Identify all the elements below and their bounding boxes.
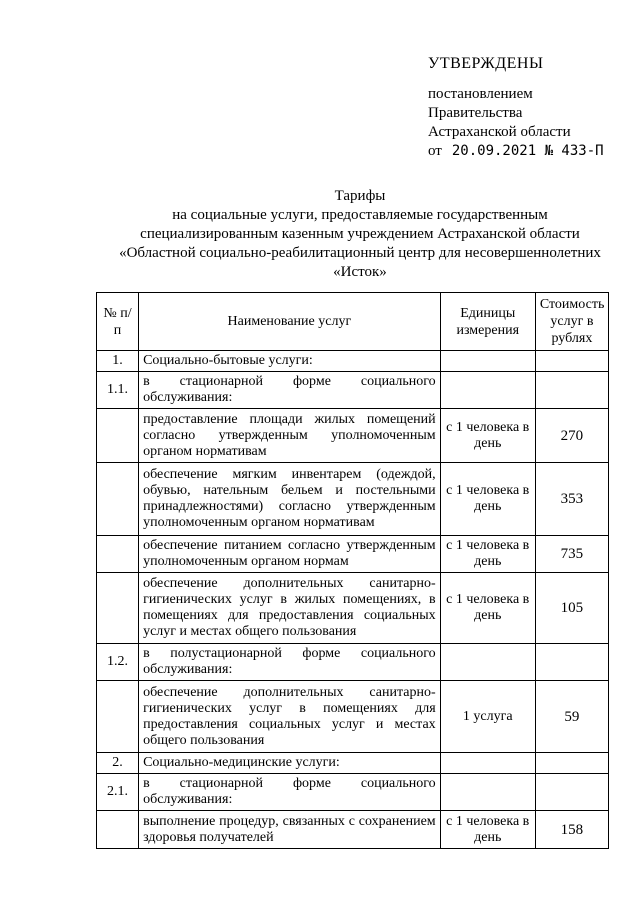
- table-header-row: [97, 293, 609, 351]
- row-unit: [440, 372, 535, 409]
- title-line: специализированным казенным учреждением Астраханской области: [140, 226, 580, 242]
- table-row: [97, 372, 609, 409]
- row-name: в полустационарной форме социального обслуживания:: [139, 644, 441, 681]
- row-name: в стационарной форме социального обслуживания:: [139, 372, 441, 409]
- row-cost: [535, 774, 608, 811]
- row-name: обеспечение дополнительных санитарно-гигиенических услуг в помещениях для предоставления социальных услуг и местах общего пользования: [139, 681, 441, 753]
- row-cost: 735: [535, 536, 608, 573]
- table-row: [97, 573, 609, 644]
- row-cost: 105: [535, 573, 608, 644]
- header-unit: Единицы измерения: [440, 293, 535, 351]
- row-name: обеспечение мягким инвентарем (одеждой, обувью, нательным бельем и постельными принадлежностями) согласно утвержденным уполномоченным органом нормативам: [139, 463, 441, 536]
- approval-line: Астраханской области: [428, 124, 571, 140]
- approval-block: [428, 54, 604, 161]
- row-num: [97, 681, 139, 753]
- row-unit: [440, 644, 535, 681]
- row-num: [97, 536, 139, 573]
- row-num: [97, 573, 139, 644]
- table-row: [97, 681, 609, 753]
- title-line: на социальные услуги, предоставляемые государственным: [172, 207, 548, 223]
- row-name: предоставление площади жилых помещений согласно утвержденным уполномоченным органом нормативам: [139, 409, 441, 463]
- row-cost: [535, 372, 608, 409]
- row-cost: 353: [535, 463, 608, 536]
- row-unit: с 1 человека в день: [440, 536, 535, 573]
- row-num: 1.2.: [97, 644, 139, 681]
- approval-line: постановлением: [428, 86, 533, 102]
- table-row: [97, 409, 609, 463]
- approval-date-line: [428, 142, 604, 161]
- decree-date-number: 20.09.2021 № 433-П: [451, 143, 604, 159]
- document-title: [100, 187, 620, 282]
- row-num: [97, 409, 139, 463]
- header-num: № п/п: [97, 293, 139, 351]
- title-line: Тарифы: [334, 188, 386, 204]
- row-name: Социально-бытовые услуги:: [139, 351, 441, 372]
- row-num: 2.1.: [97, 774, 139, 811]
- row-name: обеспечение дополнительных санитарно-гигиенических услуг в жилых помещениях, в помещениях для предоставления социальных услуг и местах общего пользования: [139, 573, 441, 644]
- row-num: 1.: [97, 351, 139, 372]
- table-row: [97, 351, 609, 372]
- row-name: в стационарной форме социального обслуживания:: [139, 774, 441, 811]
- row-cost: 158: [535, 811, 608, 849]
- row-name: Социально-медицинские услуги:: [139, 753, 441, 774]
- row-name: выполнение процедур, связанных с сохранением здоровья получателей: [139, 811, 441, 849]
- table-row: [97, 536, 609, 573]
- row-num: 2.: [97, 753, 139, 774]
- row-unit: [440, 774, 535, 811]
- table-row: [97, 811, 609, 849]
- table-row: [97, 774, 609, 811]
- row-unit: с 1 человека в день: [440, 573, 535, 644]
- header-name: Наименование услуг: [139, 293, 441, 351]
- row-num: [97, 463, 139, 536]
- row-unit: [440, 753, 535, 774]
- row-unit: с 1 человека в день: [440, 811, 535, 849]
- row-cost: [535, 644, 608, 681]
- title-line: «Областной социально-реабилитационный центр для несовершеннолетних: [119, 245, 601, 261]
- date-prefix: от: [428, 143, 442, 159]
- row-cost: 270: [535, 409, 608, 463]
- row-num: 1.1.: [97, 372, 139, 409]
- table-row: [97, 644, 609, 681]
- row-name: обеспечение питанием согласно утвержденным уполномоченным органом нормам: [139, 536, 441, 573]
- table-row: [97, 753, 609, 774]
- row-unit: [440, 351, 535, 372]
- title-line: «Исток»: [333, 264, 387, 280]
- tariffs-table: [96, 292, 609, 849]
- table-row: [97, 463, 609, 536]
- row-unit: 1 услуга: [440, 681, 535, 753]
- row-cost: [535, 753, 608, 774]
- row-cost: [535, 351, 608, 372]
- row-unit: с 1 человека в день: [440, 409, 535, 463]
- row-cost: 59: [535, 681, 608, 753]
- approval-heading: УТВЕРЖДЕНЫ: [428, 55, 544, 72]
- row-unit: с 1 человека в день: [440, 463, 535, 536]
- approval-line: Правительства: [428, 105, 523, 121]
- header-cost: Стоимость услуг в рублях: [535, 293, 608, 351]
- row-num: [97, 811, 139, 849]
